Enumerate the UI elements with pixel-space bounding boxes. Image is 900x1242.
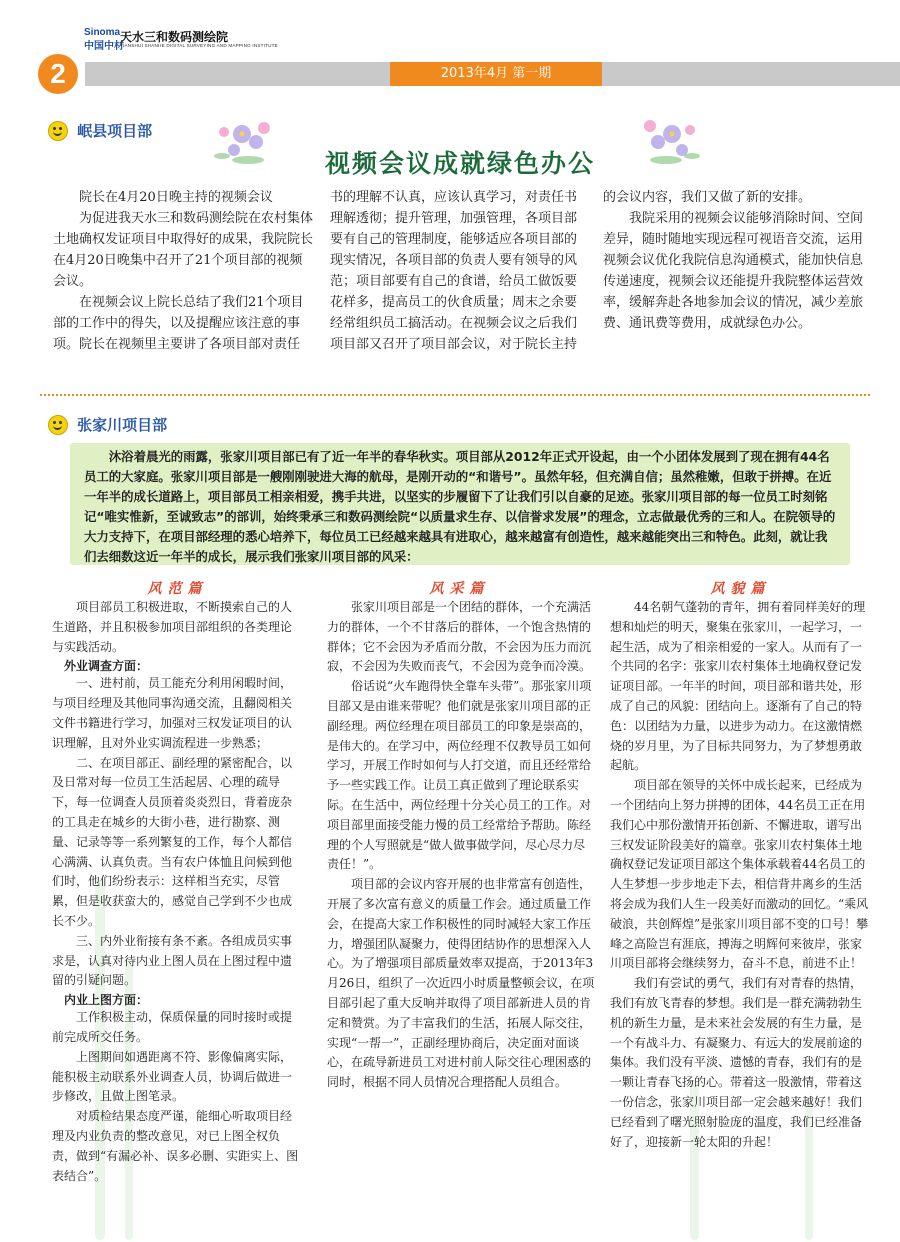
institute-name-en: TIANSHUI SHANHE DIGITAL SURVEYING AND MAPPING INSTITUTE	[120, 43, 278, 48]
paragraph-continued: 书的理解不认真，应该认真学习，对责任书理解透彻；提升管理，加强管理，各项目部要有自己的管理制度，能够适应各项目部的现实情况，各项目部的负责人要有领导的风范；项目部要有自己的食谱，给员工做饭要花样多，提高员工的伙食质量；周末之余要经常组织员工搞活动。在视频会议之后我们项目部又召开了项目部会议，对于院长主持	[330, 190, 578, 352]
paragraph: 项目部在领导的关怀中成长起来，已经成为一个团结向上努力拼搏的团体，44名员工正在用我们心中那份激情开拓创新、不懈进取，谱写出三权发证阶段美好的篇章。张家川农村集体土地确权登记发证项目部这个集体承载着44名员工的人生梦想一步步地走下去，相信背井离乡的生活将会成为我们人生一段美好而激动的回忆。“乘风破浪，共创辉煌”是张家川项目部不变的口号！攀峰之高险岂有涯底，搏海之明辉何来彼岸，张家川项目部将会继续努力，奋斗不息，前进不止！	[610, 778, 869, 971]
paragraph: 上图期间如遇距离不符、影像偏离实际，能积极主动联系外业调查人员，协调后做进一步修改，且做上图笔录。	[52, 1049, 293, 1104]
paragraph: 44名朝气蓬勃的青年，拥有着同样美好的理想和灿烂的明天，聚集在张家川，一起学习，一起生活，成为了相亲相爱的一家人。从而有了一个共同的名字：张家川农村集体土地确权登记发证项目部。一年半的时间，项目部和谐共处，形成了自己的风貌：团结向上。逐渐有了自己的特色：以团结为力量，以进步为动力。在这激情燃烧的岁月里，为了目标共同努力，为了梦想勇敢起航。	[610, 600, 866, 773]
paragraph-continued: 的会议内容，我们又做了新的安排。	[603, 190, 812, 205]
paragraph: 项目部的会议内容开展的也非常富有创造性，开展了多次富有意义的质量工作会。通过质量工作会，在提高大家工作积极性的同时减轻大家工作压力，增强团队凝聚力，使得团结协作的思想深入人心。为了增强项目部质量效率双提高，于2013年3月26日，组织了一次近四小时质量整顿会议，在项目部引起了重大反响并取得了项目部新进人员的肯定和赞赏。为了丰富我们的生活，拓展人际交往，实现“一帮一”，正副经理协商后，决定面对面谈心，在疏导新进员工对进村前人际交往心理困惑的同时，根据不同人员情况合理搭配人员组合。	[327, 877, 595, 1090]
section-header-minxian	[48, 120, 152, 142]
article1-column-3	[603, 187, 865, 334]
intro-text: 沐浴着晨光的雨露，张家川项目部已有了近一年半的春华秋实。项目部从2012年正式开设起，由一个小团体发展到了现在拥有44名员工的大家庭。张家川项目部是一艘刚刚驶进大海的航母，是刚开动的“和谐号”。虽然年轻，但充满自信；虽然稚嫩，但敢于拼搏。在近一年半的成长道路上，项目部员工相亲相爱，携手共进，以坚实的步履留下了让我们引以自豪的足迹。张家川项目部的每一位员工时刻铭记“唯实惟新，至诚致志”的部训，始终秉承三和数码测绘院“以质量求生存、以信誉求发展”的理念，立志做最优秀的三和人。在院领导的大力支持下，在项目部经理的悉心培养下，每位员工已经越来越具有进取心，越来越富有创造性，越来越能突出三和特色。此刻，就让我们去细数这近一年半的成长，展示我们张家川项目部的风采：	[84, 449, 836, 564]
article2-column-2	[327, 598, 595, 1093]
logo-cn: 中国中材	[84, 41, 124, 52]
paragraph: 三、内外业衔接有条不紊。各组成员实事求是，认真对待内业上图人员在上图过程中遗留的引疑问题。	[52, 933, 293, 988]
article2-column-1	[52, 598, 302, 1186]
article2-column-3	[610, 598, 872, 1152]
page-number: 2	[38, 54, 78, 94]
institute-logo	[84, 27, 284, 53]
paragraph: 我们有尝试的勇气，我们有对青春的热情，我们有放飞青春的梦想。我们是一群充满勃勃生机的新生力量，是未来社会发展的有生力量，是一个有战斗力、有凝聚力、有远大的发展前途的集体。我们没有平淡、遗憾的青春，我们有的是一颗让青春飞扬的心。带着这一股激情，带着这一份信念，张家川项目部一定会越来越好！我们已经看到了曙光照射脸庞的温度，我们已经准备好了，迎接新一轮太阳的升起！	[610, 976, 863, 1149]
issue-label: 2013年4月 第一期	[390, 62, 602, 86]
paragraph: 院长在4月20日晚主持的视频会议	[79, 190, 273, 205]
smiley-icon	[48, 415, 68, 435]
section-divider	[40, 394, 870, 396]
paragraph: 二、在项目部正、副经理的紧密配合，以及日常对每一位员工生活起居、心理的疏导下，每一位调查人员顶着炎炎烈日，背着庞杂的工具走在城乡的大街小巷，进行勘察、测量、记录等等一系列繁复的工作，每个人都信心满满、认真负责。当有农户体恤且问候到他们时，他们纷纷表示：这样相当充实，尽管累，但是收获蛮大的，感觉自己学到不少也成长不少。	[52, 755, 293, 928]
column-heading: 风貌篇	[710, 581, 771, 597]
article1-column-2	[330, 187, 588, 355]
smiley-icon	[48, 121, 68, 141]
institute-name: 天水三和数码测绘院	[120, 30, 229, 44]
paragraph: 一、进村前，员工能充分利用闲暇时间，与项目经理及其他同事沟通交流，且翻阅相关文件书籍进行学习，加强对三权发证项目的认识理解，且对外业实调流程进一步熟悉；	[52, 676, 293, 750]
paragraph: 在视频会议上院长总结了我们21个项目部的工作中的得失，以及提醒应该注意的事项。院长在视频里主要讲了各项目部对责任	[53, 295, 304, 352]
logo-mark: Sinoma	[84, 27, 121, 38]
paragraph: 工作积极主动，保质保量的同时接时或提前完成所交任务。	[52, 1010, 293, 1044]
column-heading: 风范篇	[147, 581, 208, 597]
intro-box	[70, 443, 850, 565]
paragraph: 张家川项目部是一个团结的群体，一个充满活力的群体，一个不甘落后的群体，一个饱含热情的群体；它不会因为矛盾而分散，不会因为压力而沉寂，不会因为失败而丧气，不会因为竞争而冷漠。	[327, 600, 592, 674]
section-header-zhangjiachuan	[48, 414, 167, 436]
subheading: 内业上图方面：	[64, 993, 149, 1008]
column-heading: 风采篇	[429, 581, 490, 597]
paragraph: 项目部员工积极进取，不断摸索自己的人生道路，并且积极参加项目部组织的各类理论与实践活动。	[52, 600, 293, 654]
paragraph: 为促进我天水三和数码测绘院在农村集体土地确权发证项目中取得好的成果，我院院长在4月20日晚集中召开了21个项目部的视频会议。	[53, 211, 314, 289]
paragraph: 我院采用的视频会议能够消除时间、空间差异，随时随地实现远程可视语音交流，运用视频会议优化我院信息沟通模式，能加快信息传递速度，视频会议还能提升我院整体运营效率，缓解奔赴各地参加会议的情况，减少差旅费、通讯费等费用，成就绿色办公。	[603, 211, 864, 331]
section-label: 张家川项目部	[77, 416, 168, 434]
paragraph: 对质检结果态度严谨，能细心听取项目经理及内业负责的整改意见，对已上图全权负责，做到“有漏必补、误多必删、实距实上、图表结合”。	[52, 1109, 299, 1183]
article1-column-1	[53, 187, 315, 355]
article-title: 视频会议成就绿色办公	[324, 149, 595, 178]
paragraph: 俗话说“火车跑得快全靠车头带”。那张家川项目部又是由谁来带呢？他们就是张家川项目部的正副经理。两位经理在项目部员工的印象是崇高的，是伟大的。在学习中，两位经理不仅教导员工如何学习，开展工作时如何与人打交道，而且还经常给予一些实践工作。让员工真正做到了理论联系实际。在生活中，两位经理十分关心员工的工作。对项目部里面接受能力慢的员工经常给予帮助。陈经理的个人写照就是“做人做事做学问，尽心尽力尽责任！”。	[327, 679, 592, 872]
section-label: 岷县项目部	[77, 122, 153, 140]
subheading: 外业调查方面：	[64, 659, 149, 674]
